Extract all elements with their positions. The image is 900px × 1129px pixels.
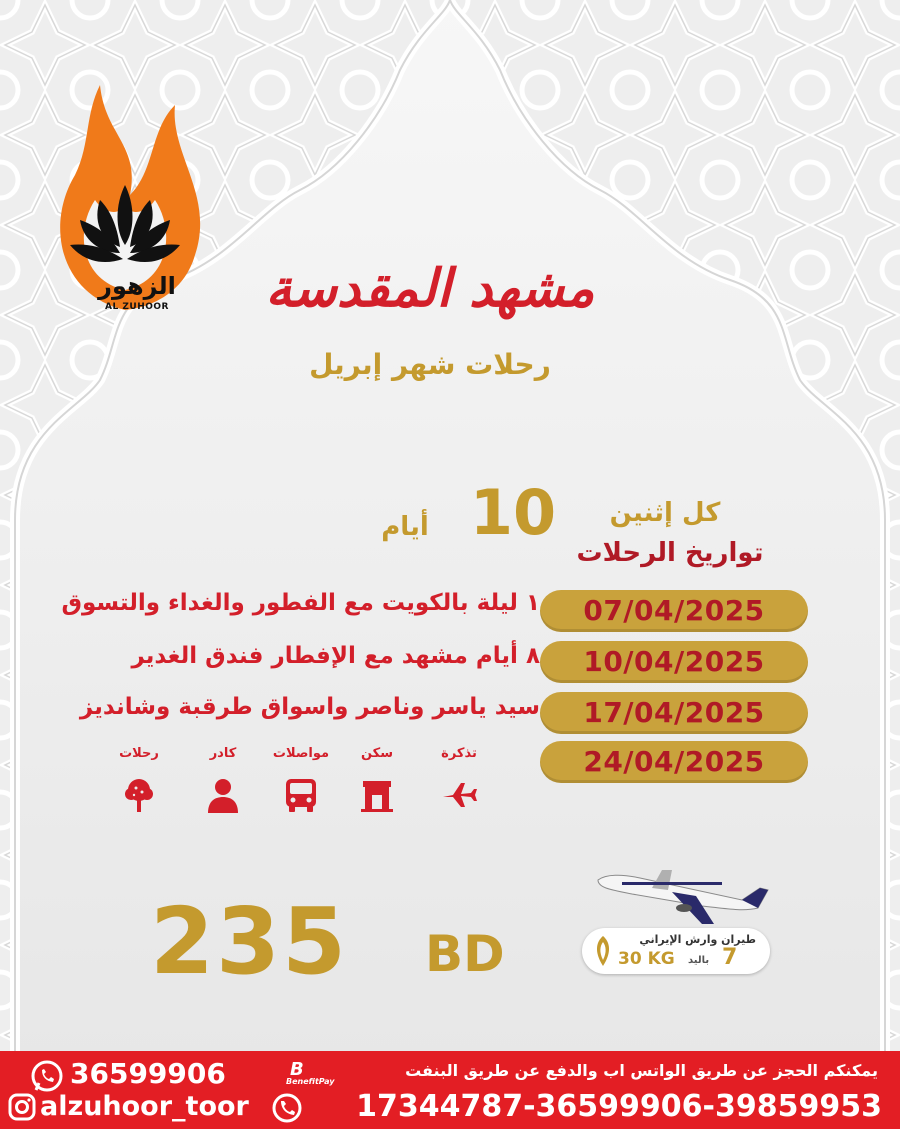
price-currency: BD [425,925,505,983]
brand-name-english: AL ZUHOOR [105,302,169,312]
price-amount: 235 [150,888,349,995]
bags-count: 7 [722,945,738,970]
instagram-handle[interactable]: alzuhoor_toor [40,1091,249,1122]
page-subtitle: رحلات شهر إبريل [309,348,551,381]
service-transport [266,746,336,819]
trip-date-pill: 10/04/2025 [540,641,808,683]
phone-icon[interactable] [272,1093,302,1123]
airplane-image [592,862,772,932]
tree-icon [119,775,159,815]
benefitpay-label: BenefitPay [286,1077,335,1086]
whatsapp-number[interactable]: 36599906 [70,1057,226,1090]
bags-word: باليد [688,955,710,966]
trip-date-pill: 17/04/2025 [540,692,808,734]
duration-number: 10 [469,476,557,549]
bus-icon [281,775,321,815]
brand-name-arabic: الزهور [98,272,176,300]
service-label: سكن [360,746,394,761]
service-label: مواصلات [272,746,330,761]
phone-numbers[interactable]: 17344787-36599906-39859953 [356,1089,882,1124]
itinerary-line-1: ١ ليلة بالكويت مع الفطور والغداء والتسوق [61,590,540,616]
svg-text:B: B [290,1059,304,1080]
contact-footer [0,1051,900,1129]
instagram-icon[interactable] [8,1093,36,1121]
duration-word: أيام [381,512,429,542]
service-label: تذكرة [441,746,477,761]
airline-name: طيران وارش الإيراني [639,933,756,946]
baggage-weight: 30 KG [618,949,675,969]
service-label: كادر [209,746,237,761]
dates-heading: تواريخ الرحلات [576,538,764,568]
service-trips [104,746,174,819]
building-icon [357,775,397,815]
bird-logo-icon [592,934,614,968]
booking-note: يمكنكم الحجز عن طريق الواتس اب والدفع عن طريق البنفت [405,1061,878,1080]
departure-frequency: كل إثنين [609,498,721,528]
itinerary-line-2: ٨ أيام مشهد مع الإفطار فندق الغدير [131,643,540,669]
airline-badge [582,928,770,974]
service-staff [188,746,258,819]
whatsapp-icon[interactable] [30,1059,64,1093]
trip-date-pill: 24/04/2025 [540,741,808,783]
page-title: مشهد المقدسة [265,258,595,319]
itinerary-line-3: سيد ياسر وناصر واسواق طرقبة وشانديز [79,694,540,720]
person-icon [203,775,243,815]
service-label: رحلات [119,746,159,761]
trip-date-pill: 07/04/2025 [540,590,808,632]
airplane-icon [439,775,479,815]
service-accommodation [342,746,412,819]
service-ticket [424,746,494,819]
